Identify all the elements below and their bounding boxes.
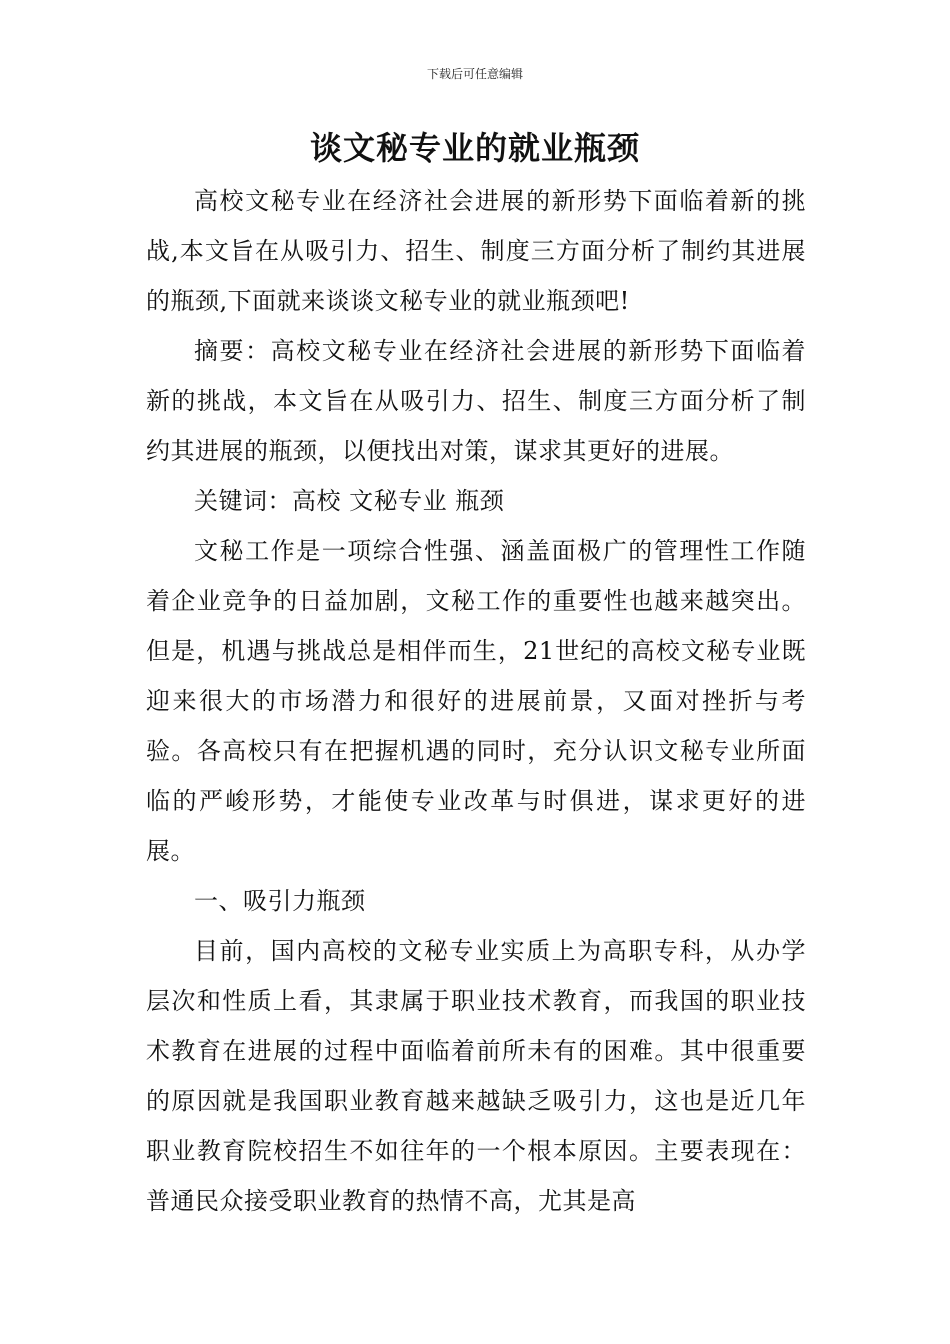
intro-paragraph: 高校文秘专业在经济社会进展的新形势下面临着新的挑战,本文旨在从吸引力、招生、制度三方面分析了制约其进展的瓶颈,下面就来谈谈文秘专业的就业瓶颈吧! (146, 187, 806, 315)
abstract-paragraph: 摘要：高校文秘专业在经济社会进展的新形势下面临着新的挑战，本文旨在从吸引力、招生、制度三方面分析了制约其进展的瓶颈，以便找出对策，谋求其更好的进展。 (146, 337, 806, 465)
body-paragraph: 文秘工作是一项综合性强、涵盖面极广的管理性工作随着企业竞争的日益加剧，文秘工作的重要性也越来越突出。但是，机遇与挑战总是相伴而生，21世纪的高校文秘专业既迎来很大的市场潜力和很好的进展前景，又面对挫折与考验。各高校只有在把握机遇的同时，充分认识文秘专业所面临的严峻形势，才能使专业改革与时俱进，谋求更好的进展。 (146, 537, 806, 865)
keywords-paragraph: 关键词：高校 文秘专业 瓶颈 (194, 487, 505, 515)
header-note: 下载后可任意编辑 (426, 67, 523, 81)
document-body (146, 176, 806, 1226)
body-paragraph: 目前，国内高校的文秘专业实质上为高职专科，从办学层次和性质上看，其隶属于职业技术教育，而我国的职业技术教育在进展的过程中面临着前所未有的困难。其中很重要的原因就是我国职业教育越来越缺乏吸引力，这也是近几年职业教育院校招生不如往年的一个根本原因。主要表现在：普通民众接受职业教育的热情不高，尤其是高 (146, 937, 806, 1215)
section-heading: 一、吸引力瓶颈 (194, 887, 366, 915)
document-title: 谈文秘专业的就业瓶颈 (309, 129, 640, 167)
